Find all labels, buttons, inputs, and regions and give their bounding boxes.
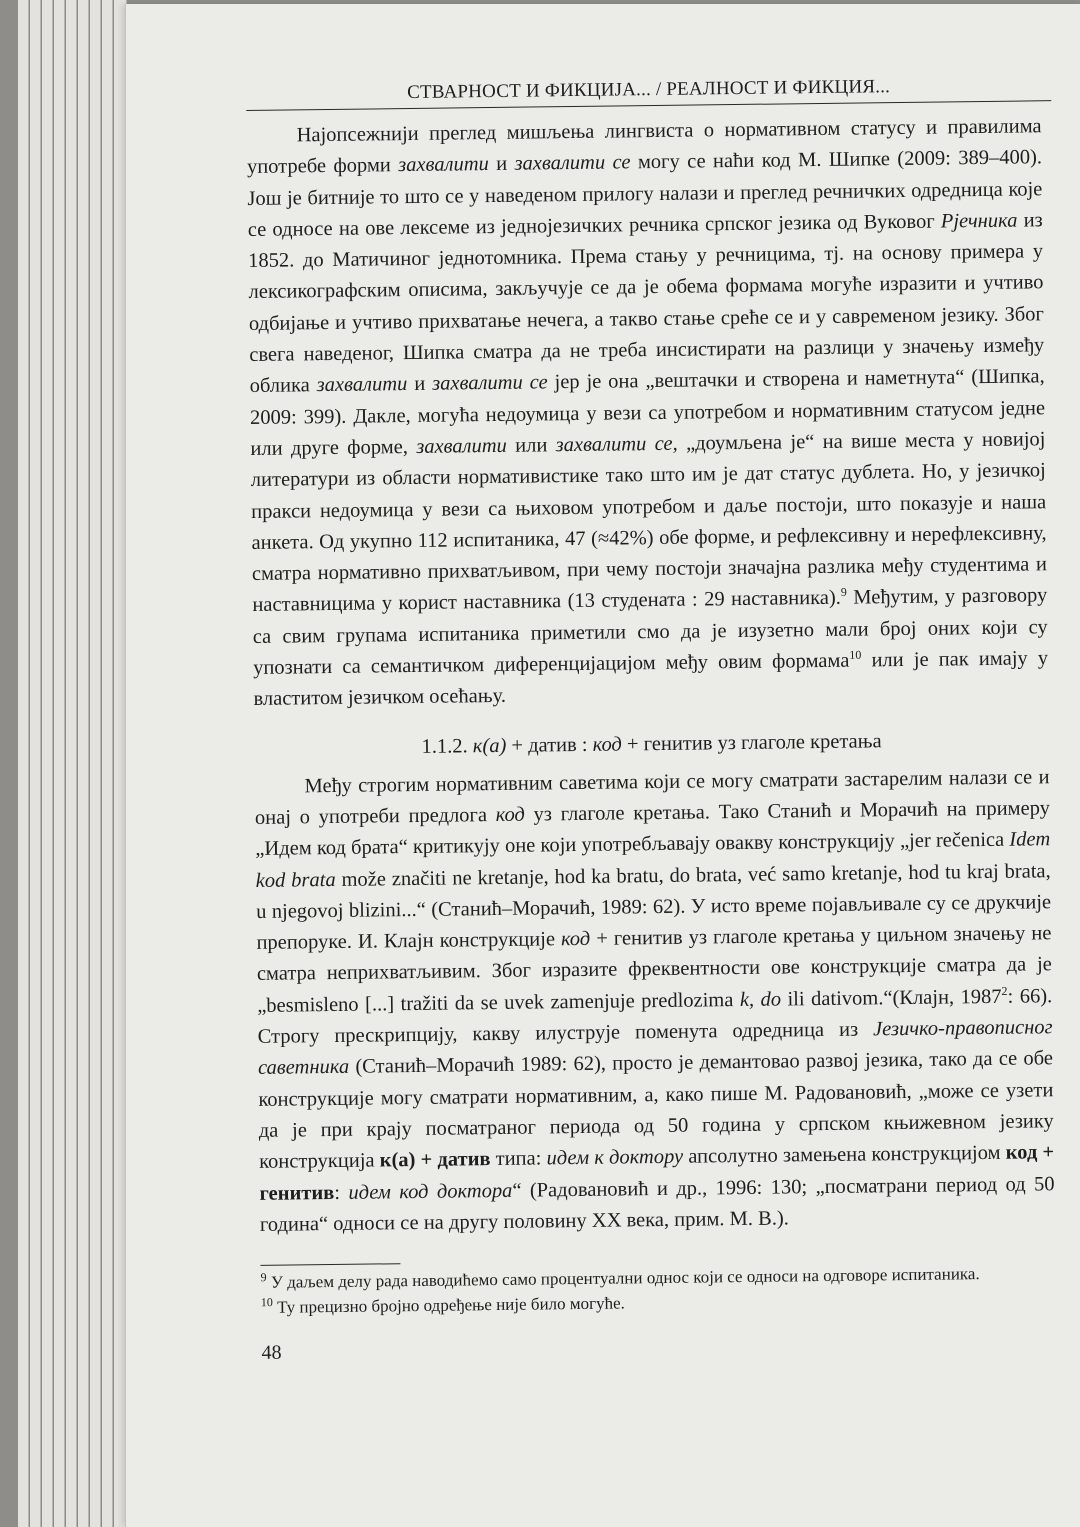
footnote-number: 10 xyxy=(260,1295,273,1310)
text: “ (Радовановић и др., 1996: 130; „посматрани период од 50 година“ односи се на другу половину XX века, прим. М. В.). xyxy=(259,1172,1055,1236)
page-edge xyxy=(90,0,101,1527)
text: ili dativom.“(Клајн, 1987 xyxy=(780,985,1002,1011)
footnote-text: Ту прецизно бројно одређење није било могуће. xyxy=(272,1293,625,1317)
text: или xyxy=(506,434,556,457)
text: : xyxy=(334,1181,349,1204)
text: Најопсежнији преглед мишљења лингвиста о нормативном статусу и правилима употребе форми xyxy=(246,115,1042,179)
italic-term: захвалити се, xyxy=(555,432,678,457)
footnote-number: 9 xyxy=(260,1270,267,1285)
page-number: 48 xyxy=(261,1341,282,1364)
page-edge xyxy=(42,0,53,1527)
text: „доумљена је“ на више места у новијој литератури из области нормативистике тако што им је дат статус дублета. Но, у језичкој пракси недоумица у вези са њиховом употребом и даље постоји, што показује и наша анкета. Од укупно 112 испитаника, 47 (≈42%) обе форме, и рефлексивну и нерефлексивну, сматра нормативно прихватљивом, при чему постоји значајна разлика међу студентима и наставницима у корист наставника (13 студената : 29 наставника). xyxy=(250,428,1048,617)
text: : 66). Строгу прескрипцију, какву илуструје поменута одредница из xyxy=(257,984,1053,1048)
text: Међу строгим нормативним саветима који се могу сматрати застарелим налази се и онај о употреби предлога xyxy=(254,765,1050,829)
text: могу се наћи код М. Шипке (2009: 389–400). Још је битније то што се у наведеном прилогу налази и преглед речничких одредница које се односе на ове лексеме из једнојезичких речника српског језика од Вуковог xyxy=(247,146,1043,241)
italic-term: захвалити се xyxy=(432,371,548,396)
page-edge xyxy=(78,0,89,1527)
footnote-separator xyxy=(260,1263,400,1266)
footnote-ref: 9 xyxy=(840,585,847,600)
text: može značiti ne kretanje, hod ka bratu, do brata, već samo kretanje, hod tu kraj brata, u njegovoj blizini...“ (Станић–Морачић, 1989: 62). У исто време појављивале су се друкчије препоруке. И. Клајн конструкције xyxy=(255,859,1052,955)
page-content xyxy=(246,74,1057,1365)
text: (Станић–Морачић 1989: 62), просто је демантовао развој језика, тако да се обе конструкције могу сматрати нормативним, а, како пише М. Радовановић, „може се узети да је при крају посматраног периода од 50 година у српском књижевном језику конструкција xyxy=(258,1047,1054,1174)
section-heading xyxy=(254,724,1049,764)
superscript: 2 xyxy=(1001,983,1008,998)
text: и xyxy=(407,373,433,396)
text: + датив : xyxy=(506,733,593,757)
page-edge xyxy=(66,0,77,1527)
text: Међутим, у разговору са свим групама испитаника приметили смо да је изузетно мали број оних који су упознати са семантичком диференцијацијом међу овим формама xyxy=(252,584,1048,680)
page-edge xyxy=(102,0,113,1527)
text: апсолутно замењена конструкцијом xyxy=(682,1142,1006,1168)
page-edge xyxy=(18,0,29,1527)
text: јер је она „вештачки и створена и наметнута“ (Шипка, 2009: 399). Дакле, могућа недоумица у вези са употребом и нормативним статусом једне или друге форме, xyxy=(249,365,1046,460)
italic-term: захвалити xyxy=(398,153,489,177)
section-number: 1.1.2. xyxy=(421,734,473,758)
italic-term: Рјечника xyxy=(940,209,1018,233)
paragraph-2 xyxy=(254,762,1055,1241)
italic-term: код xyxy=(560,927,591,951)
italic-term: идем к доктору xyxy=(546,1145,684,1170)
italic-term: код xyxy=(592,733,622,756)
bold-term: код + генитив xyxy=(259,1141,1055,1205)
italic-term: к(а) xyxy=(472,734,507,757)
text: и xyxy=(488,153,515,176)
book-page xyxy=(125,4,1080,1527)
running-head: СТВАРНОСТ И ФИКЦИЈА... / РЕАЛНОСТ И ФИКЦИЯ... xyxy=(246,74,1051,111)
text: уз глаголе кретања. Тако Станић и Морачић на примеру „Идем код брата“ критикују оне који употребљавају овакву конструкцију „jer rečenica xyxy=(255,797,1051,861)
text: типа: xyxy=(490,1147,547,1171)
italic-term: код xyxy=(495,803,526,826)
footnote-ref: 10 xyxy=(849,647,862,662)
italic-term: Idem kod brata xyxy=(255,828,1051,892)
italic-term: захвалити xyxy=(316,373,408,397)
text: + генитив уз глаголе кретања у циљном значењу не сматра неприхватљивим. Због изразите фреквентности ове конструкције сматра да је „besmisleno [...] tražiti da se uvek zamenjuje predlozima xyxy=(256,922,1052,1017)
text: + генитив уз глаголе кретања xyxy=(621,729,882,756)
paragraph-1 xyxy=(246,111,1048,715)
footnote-text: У даљем делу рада наводићемо само процентуални однос који се односи на одговоре испитаника. xyxy=(266,1264,980,1292)
italic-term: Језичко-правописног саветника xyxy=(257,1016,1053,1080)
italic-term: k, do xyxy=(739,988,782,1011)
italic-term: захвалити xyxy=(416,434,507,458)
italic-term: идем код доктора xyxy=(348,1179,513,1204)
page-edge xyxy=(30,0,41,1527)
bold-term: к(а) + датив xyxy=(379,1148,491,1172)
text: из 1852. до Матичиног једнотомника. Према стању у речницима, тј. на основу примера у лексикографским описима, закључује се да је обема формама могуће изразити и учтиво одбијање и учтиво прихватање нечега, а такво стање среће се и у савременом језику. Због свега наведеног, Шипка сматра да не треба инсистирати на разлици у значењу између облика xyxy=(248,209,1045,398)
text: или је пак имају у властитом језичком осећању. xyxy=(253,647,1049,711)
page-edge xyxy=(54,0,65,1527)
italic-term: захвалити се xyxy=(514,151,631,176)
